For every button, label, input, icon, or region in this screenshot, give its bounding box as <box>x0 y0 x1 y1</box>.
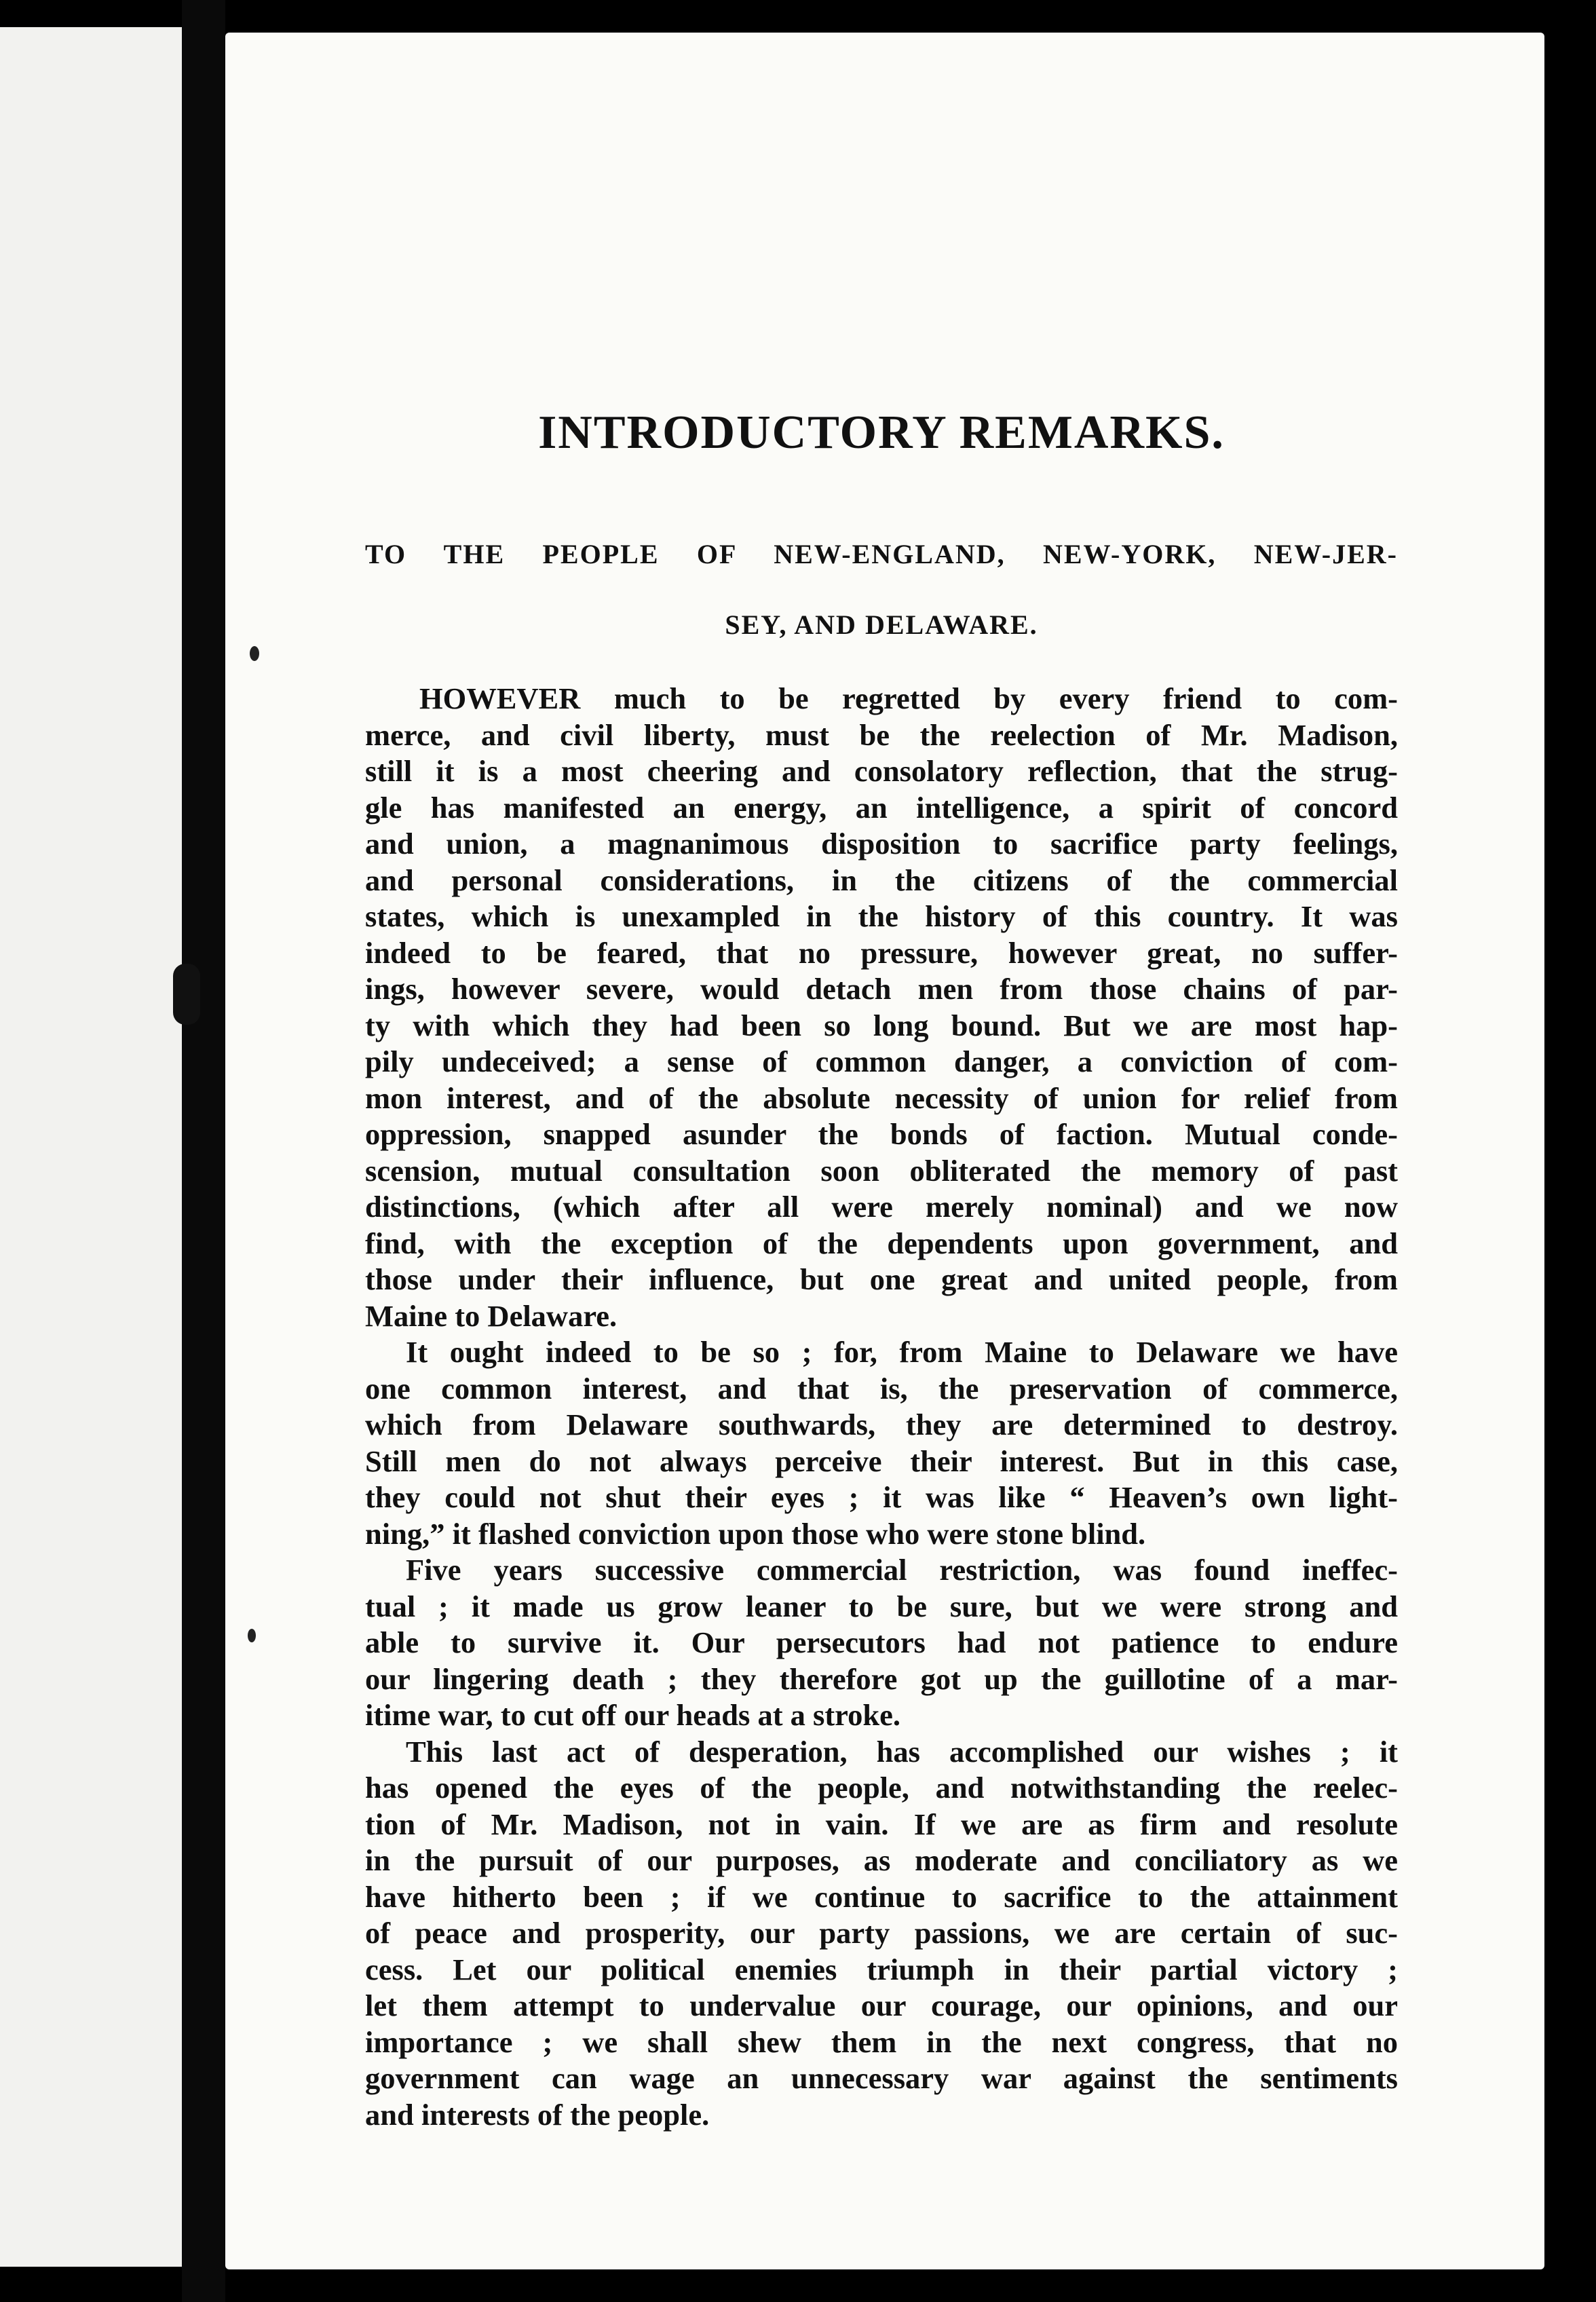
text-line: HOWEVER much to be regretted by every friend to com- <box>419 681 1398 715</box>
text-line: oppression, snapped asunder the bonds of faction. Mutual conde- <box>365 1117 1398 1151</box>
binding-mark <box>173 964 200 1025</box>
address-heading <box>365 519 1398 660</box>
text-line: indeed to be feared, that no pressure, however great, no suffer- <box>365 935 1398 970</box>
text-line: able to survive it. Our persecutors had not patience to endure <box>365 1625 1398 1659</box>
text-line: those under their influence, but one great and united people, from <box>365 1262 1398 1296</box>
text-line: and interests of the people. <box>365 2097 710 2132</box>
paragraph-2 <box>365 1334 1398 1552</box>
text-line: has opened the eyes of the people, and notwithstanding the reelec- <box>365 1771 1398 1805</box>
text-line: ning,” it flashed conviction upon those who were stone blind. <box>365 1516 1146 1551</box>
document-page <box>225 33 1544 2269</box>
paragraph-1 <box>365 681 1398 1334</box>
scan-border <box>1544 0 1596 2302</box>
text-line: in the pursuit of our purposes, as moderate and conciliatory as we <box>365 1843 1398 1877</box>
text-line: they could not shut their eyes ; it was like “ Heaven’s own light- <box>365 1480 1398 1514</box>
ink-speck <box>250 646 259 661</box>
text-line: of peace and prosperity, our party passions, we are certain of suc- <box>365 1916 1398 1950</box>
text-line: Five years successive commercial restriction, was found ineffec- <box>406 1553 1398 1587</box>
page-title: INTRODUCTORY REMARKS. <box>538 407 1225 459</box>
text-line: mon interest, and of the absolute necessity of union for relief from <box>365 1080 1398 1115</box>
text-line: find, with the exception of the dependents upon government, and <box>365 1226 1398 1260</box>
text-line: Still men do not always perceive their interest. But in this case, <box>365 1444 1398 1478</box>
address-line-2: SEY, AND DELAWARE. <box>725 609 1038 640</box>
text-line: merce, and civil liberty, must be the reelection of Mr. Madison, <box>365 717 1398 752</box>
paragraph-4 <box>365 1734 1398 2134</box>
text-line: our lingering death ; they therefore got up the guillotine of a mar- <box>365 1661 1398 1696</box>
text-line: importance ; we shall shew them in the next congress, that no <box>365 2024 1398 2059</box>
text-line: and personal considerations, in the citizens of the commercial <box>365 863 1398 897</box>
text-line: gle has manifested an energy, an intelligence, a spirit of concord <box>365 790 1398 825</box>
text-line: ty with which they had been so long bound. But we are most hap- <box>365 1008 1398 1042</box>
text-line: still it is a most cheering and consolatory reflection, that the strug- <box>365 754 1398 788</box>
text-line: states, which is unexampled in the history of this country. It was <box>365 899 1398 933</box>
text-line: government can wage an unnecessary war against the sentiments <box>365 2061 1398 2095</box>
book-spine-shadow <box>182 0 225 2302</box>
paragraph-3 <box>365 1552 1398 1734</box>
text-line: scension, mutual consultation soon obliterated the memory of past <box>365 1153 1398 1188</box>
page-content <box>365 402 1398 2133</box>
text-line: and union, a magnanimous disposition to sacrifice party feelings, <box>365 827 1398 861</box>
address-line-1: TO THE PEOPLE OF NEW-ENGLAND, NEW-YORK, NEW-JER- <box>365 539 1398 569</box>
text-line: cess. Let our political enemies triumph in their partial victory ; <box>365 1952 1398 1986</box>
text-line: which from Delaware southwards, they are determined to destroy. <box>365 1408 1398 1441</box>
text-line: itime war, to cut off our heads at a stroke. <box>365 1698 900 1732</box>
text-line: This last act of desperation, has accomplished our wishes ; it <box>406 1734 1398 1769</box>
text-line: tual ; it made us grow leaner to be sure, but we were strong and <box>365 1589 1398 1623</box>
text-line: let them attempt to undervalue our courage, our opinions, and our <box>365 1988 1398 2022</box>
text-line: have hitherto been ; if we continue to sacrifice to the attainment <box>365 1879 1398 1914</box>
text-line: one common interest, and that is, the preservation of commerce, <box>365 1371 1398 1405</box>
text-line: Maine to Delaware. <box>365 1298 618 1333</box>
text-line: pily undeceived; a sense of common danger, a conviction of com- <box>365 1044 1398 1078</box>
facing-page-edge <box>0 27 186 2267</box>
ink-speck <box>248 1629 256 1642</box>
text-line: distinctions, (which after all were merely nominal) and we now <box>365 1190 1398 1224</box>
text-line: tion of Mr. Madison, not in vain. If we are as firm and resolute <box>365 1807 1398 1841</box>
text-line: It ought indeed to be so ; for, from Maine to Delaware we have <box>406 1335 1398 1369</box>
text-line: ings, however severe, would detach men from those chains of par- <box>365 972 1398 1006</box>
